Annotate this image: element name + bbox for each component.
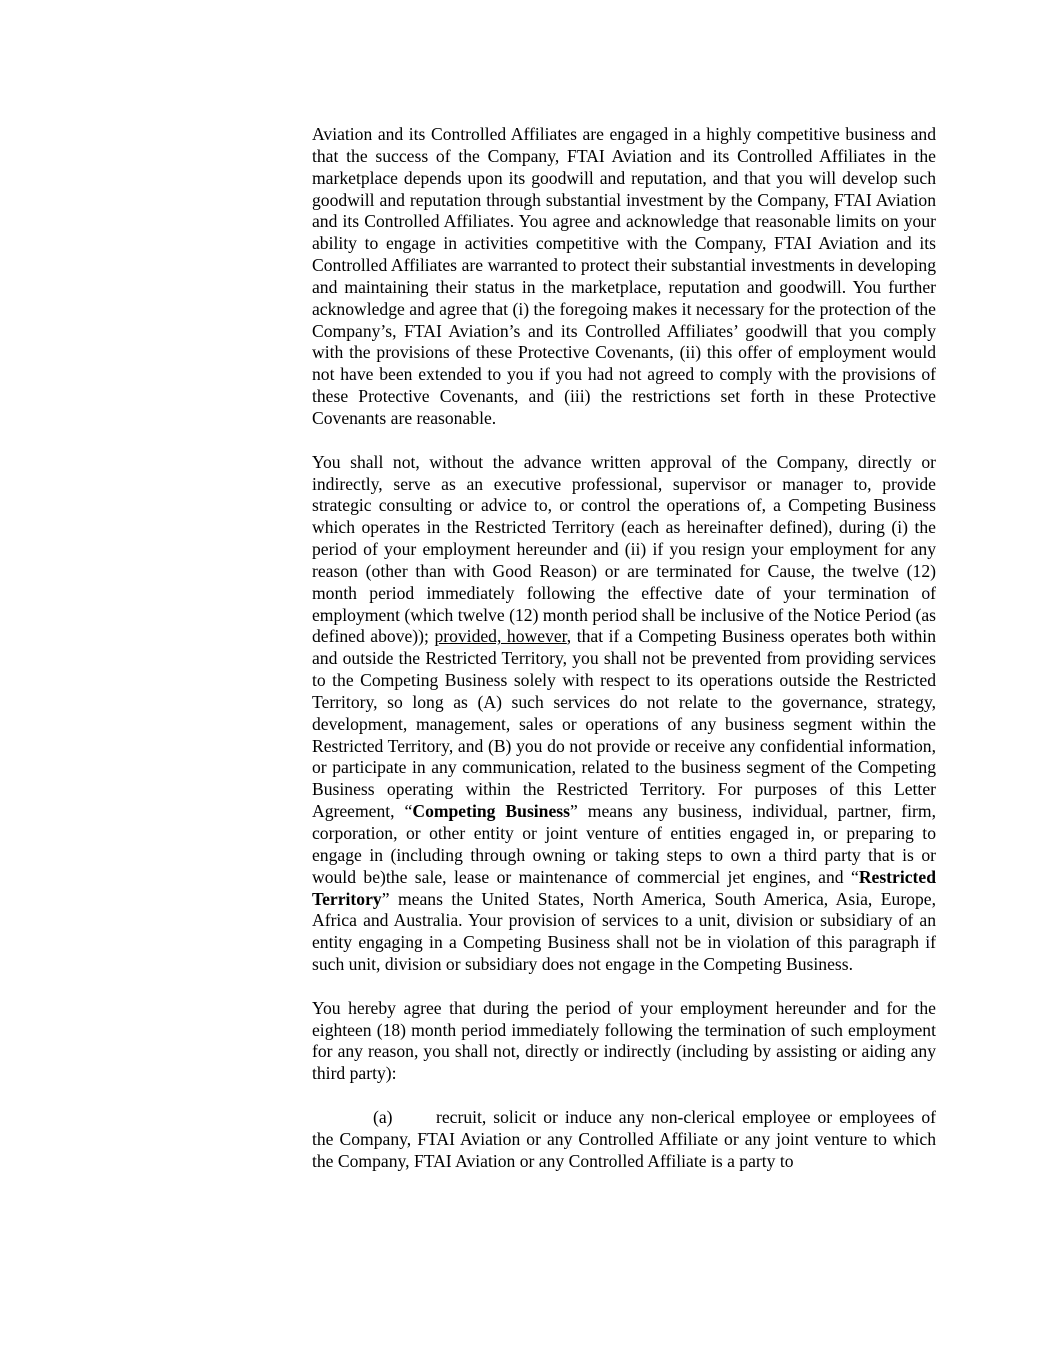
non-compete-text-1: You shall not, without the advance written approval of the Company, directly or indirectly, serve as an executive professional, supervisor or manager to, provide strategic consulting or advice to, or control the operations of, a Competing Business which operates in the Restricted Territory (each as hereinafter defined), during (i) the period of your employment hereunder and (ii) if you resign your employment for any reason (other than with Good Reason) or are terminated for Cause, the twelve (12) month period immediately following the effective date of your termination of employment (which twelve (12) month period shall be inclusive of the Notice Period (as defined above)); — [312, 451, 936, 647]
paragraph-non-solicit-intro: You hereby agree that during the period of your employment hereunder and for the eighteen (18) month period immediately following the termination of such employment for any reason, you shall not, directly or indirectly (including by assisting or aiding any third party): — [312, 997, 936, 1084]
list-item-label: (a) — [373, 1106, 393, 1127]
defined-term-competing-business: Competing Business — [412, 801, 570, 822]
list-item-a — [312, 1107, 936, 1173]
provided-however-underlined: provided, however — [434, 626, 567, 647]
defined-term-restricted-territory: Restricted Territory — [312, 866, 936, 909]
paragraph-spacer — [312, 430, 936, 452]
list-item-text: recruit, solicit or induce any non-clerical employee or employees of the Company, FTAI Aviation or any Controlled Affiliate or any joint venture to which the Company, FTAI Aviation or any Controlled Affiliate is a party to — [312, 1106, 936, 1171]
non-compete-text-4: ” means the United States, North America, South America, Asia, Europe, Africa and Australia. Your provision of services to a unit, division or subsidiary of an entity engaging in a Competing Business shall not be in violation of this paragraph if such unit, division or subsidiary does not engage in the Competing Business. — [312, 888, 936, 975]
non-compete-text-2: , that if a Competing Business operates both within and outside the Restricted Territory, you shall not be prevented from providing services to the Competing Business solely with respect to its operations outside the Restricted Territory, so long as (A) such services do not relate to the governance, strategy, development, management, sales or operations of any business segment within the Restricted Territory, and (B) you do not provide or receive any confidential information, or participate in any communication, related to the business segment of the Competing Business operating within the Restricted Territory. For purposes of this Letter Agreement, “ — [312, 626, 936, 822]
paragraph-non-compete — [312, 452, 936, 976]
non-compete-text-3: ” means any business, individual, partner, firm, corporation, or other entity or joint venture of entities engaged in, or preparing to engage in (including through owning or taking steps to own a third party that is or would be)the sale, lease or maintenance of commercial jet engines, and “ — [312, 801, 936, 887]
paragraph-goodwill: Aviation and its Controlled Affiliates are engaged in a highly competitive business and that the success of the Company, FTAI Aviation and its Controlled Affiliates in the marketplace depends upon its goodwill and reputation, and that you will develop such goodwill and reputation through substantial investment by the Company, FTAI Aviation and its Controlled Affiliates. You agree and acknowledge that reasonable limits on your ability to engage in activities competitive with the Company, FTAI Aviation and its Controlled Affiliates are warranted to protect their substantial investments in developing and maintaining their status in the marketplace, reputation and goodwill. You further acknowledge and agree that (i) the foregoing makes it necessary for the protection of the Company’s, FTAI Aviation’s and its Controlled Affiliates’ goodwill that you comply with the provisions of these Protective Covenants, (ii) this offer of employment would not have been extended to you if you had not agreed to comply with the provisions of these Protective Covenants, and (iii) the restrictions set forth in these Protective Covenants are reasonable. — [312, 124, 936, 428]
paragraph-spacer — [312, 976, 936, 998]
document-page — [312, 124, 936, 1173]
paragraph-spacer — [312, 1085, 936, 1107]
